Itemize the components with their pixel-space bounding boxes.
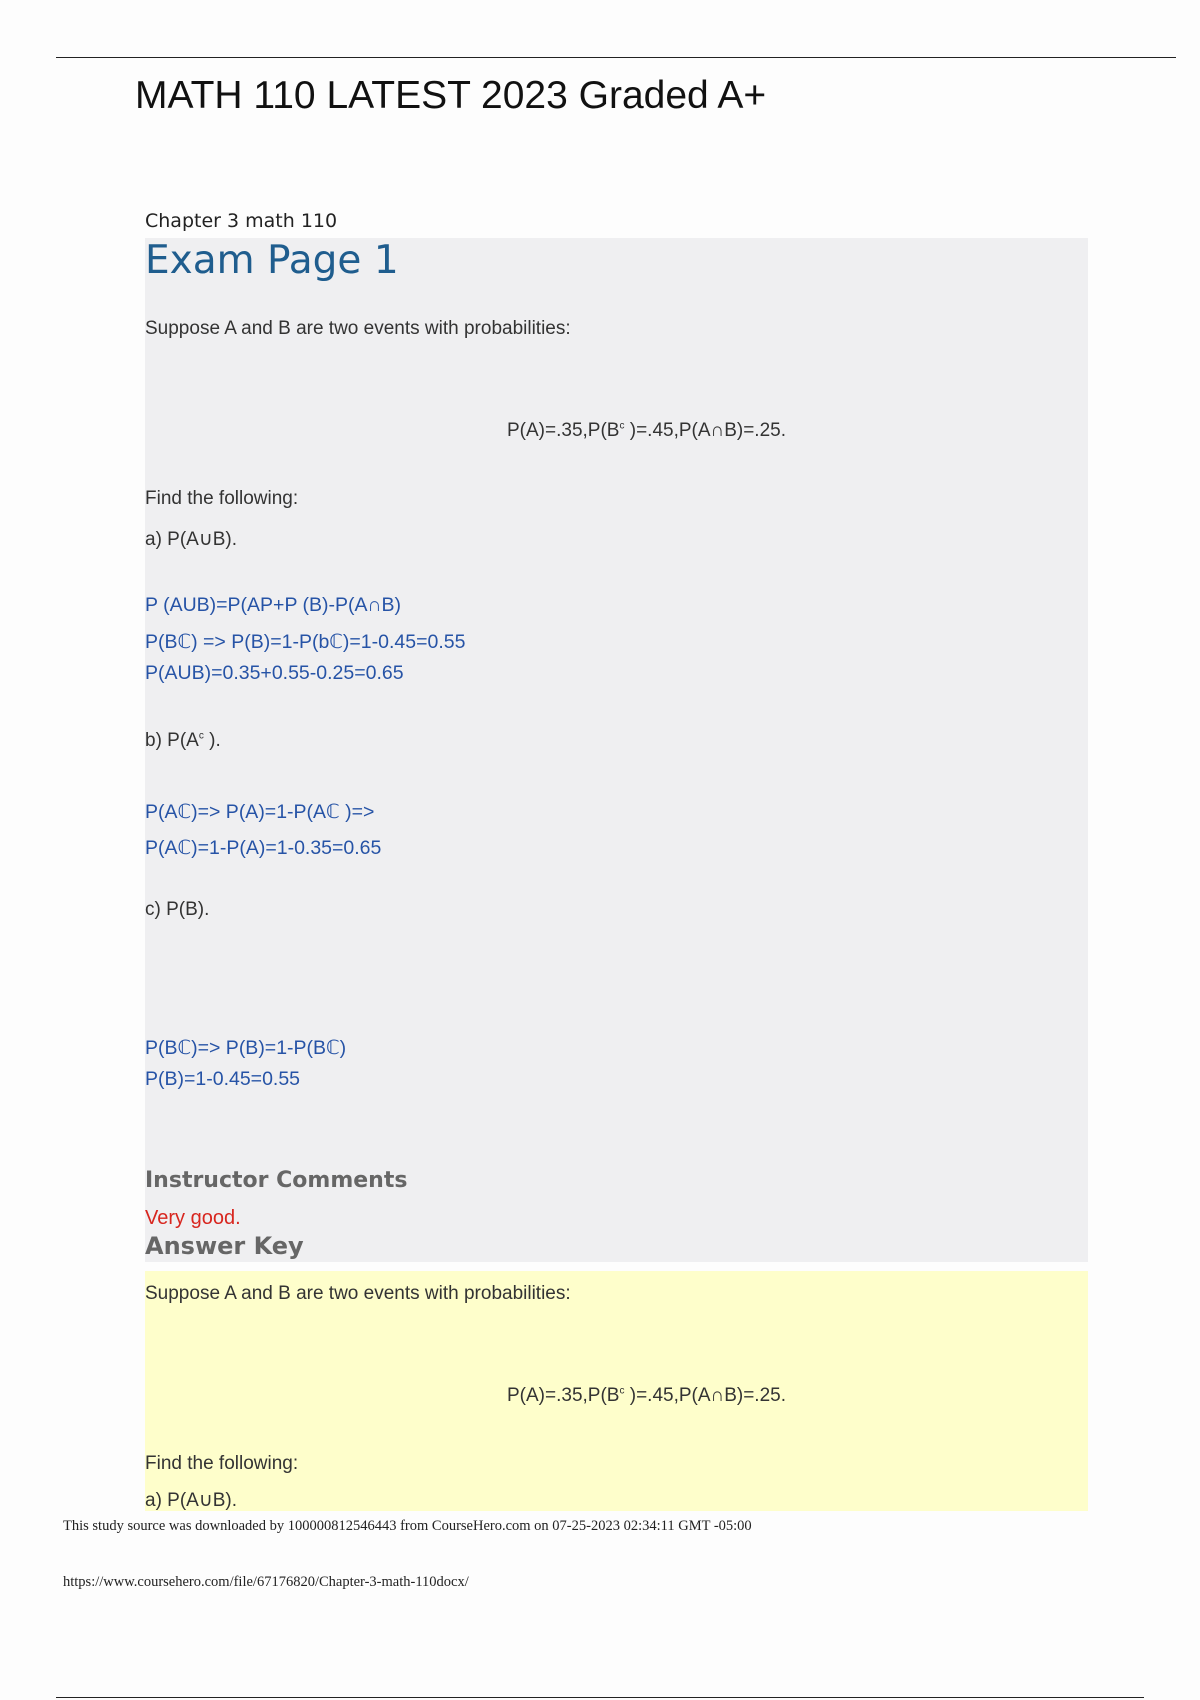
instructor-comments-heading: Instructor Comments (145, 1168, 408, 1193)
answer-b-line: P(Aℂ)=1-P(A)=1-0.35=0.65 (145, 837, 382, 859)
given-probabilities: $P(A)=.35,P(B^c$ )=.45,P(A∩B)=.25. (507, 420, 786, 441)
source-url[interactable]: https://www.coursehero.com/file/67176820/Chapter-3-math-110docx/ (63, 1574, 469, 1590)
answer-key-heading: Answer Key (145, 1232, 304, 1260)
chapter-label: Chapter 3 math 110 (145, 210, 338, 232)
answer-a-line: P(AUB)=0.35+0.55-0.25=0.65 (145, 662, 404, 684)
answer-a-line: P (AUB)=P(AP+P (B)-P(A∩B) (145, 594, 402, 616)
document-title: MATH 110 LATEST 2023 Graded A+ (135, 74, 767, 117)
bottom-rule (56, 1697, 1144, 1698)
answer-key-part-a: a) P(A∪B). (145, 1490, 238, 1511)
part-a-label: a) P(A∪B). (145, 529, 238, 550)
answer-c-line: P(B)=1-0.45=0.55 (145, 1068, 301, 1090)
answer-c-line: P(Bℂ)=> P(B)=1-P(Bℂ) (145, 1037, 347, 1059)
answer-a-line: P(Bℂ) => P(B)=1-P(bℂ)=1-0.45=0.55 (145, 631, 466, 653)
answer-key-given: $P(A)=.35,P(B^c$ )=.45,P(A∩B)=.25. (507, 1385, 786, 1406)
answer-key-find: Find the following: (145, 1453, 299, 1474)
find-instruction: Find the following: (145, 488, 299, 509)
top-rule (56, 57, 1176, 58)
answer-key-intro: Suppose A and B are two events with probabilities: (145, 1283, 571, 1304)
instructor-comment: Very good. (145, 1207, 241, 1229)
page-heading: Exam Page 1 (145, 238, 399, 283)
download-note: This study source was downloaded by 100000812546443 from CourseHero.com on 07-25-2023 02:34:11 GMT -05:00 (63, 1518, 752, 1534)
answer-b-line: P(Aℂ)=> P(A)=1-P(Aℂ )=> (145, 801, 375, 823)
part-c-label: c) P(B). (145, 899, 210, 920)
question-intro: Suppose A and B are two events with probabilities: (145, 318, 571, 339)
part-b-label: b) $P(A^c$ ). (145, 730, 221, 751)
exam-question-panel (145, 238, 1088, 1262)
